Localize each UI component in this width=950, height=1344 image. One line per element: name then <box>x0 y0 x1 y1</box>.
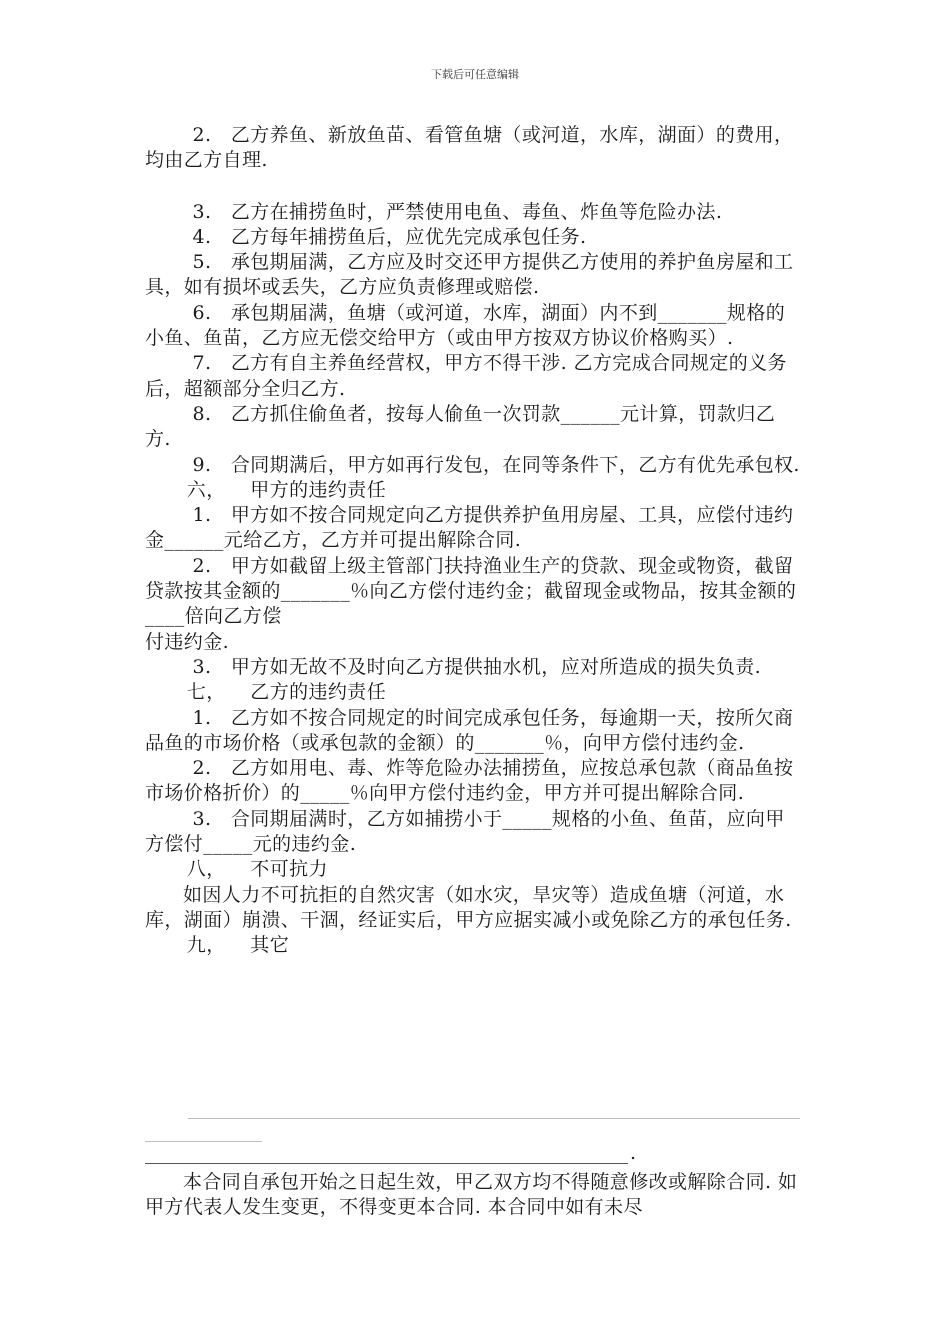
section-8-heading <box>145 857 800 882</box>
section-8-body: 如因人力不可抗拒的自然灾害（如水灾，旱灾等）造成鱼塘（河道，水库，湖面）崩溃、干涸，经证实后，甲方应据实减小或免除乙方的承包任务. <box>145 883 792 931</box>
section-title: 其它 <box>250 934 290 957</box>
line-end-dot: . <box>630 1142 637 1164</box>
clause-5-3: 3. 乙方在捕捞鱼时，严禁使用电鱼、毒鱼、炸鱼等危险办法. <box>192 200 723 223</box>
clause-5-2: 2. 乙方养鱼、新放鱼苗、看管鱼塘（或河道，水库，湖面）的费用，均由乙方自理. <box>145 124 794 172</box>
section-number: 八， <box>186 858 226 881</box>
clause-7-3: 3. 合同期届满时，乙方如捕捞小于_____规格的小鱼、鱼苗，应向甲方偿付_____元的违约金. <box>145 807 785 856</box>
clause-5-4: 4. 乙方每年捕捞鱼后，应优先完成承包任务. <box>192 225 587 248</box>
clause-6-2-continued: 付违约金. <box>145 630 230 653</box>
clause-5-5: 5. 承包期届满，乙方应及时交还甲方提供乙方使用的养护鱼房屋和工具，如有损坏或丢失，乙方应负责修理或赔偿. <box>145 251 794 299</box>
section-title: 甲方的违约责任 <box>250 478 387 501</box>
section-number: 六， <box>186 478 226 501</box>
section-7-heading <box>145 680 800 705</box>
clause-6-2: 2. 甲方如截留上级主管部门扶持渔业生产的贷款、现金或物资，截留贷款按其金额的_______％向乙方偿付违约金；截留现金或物品，按其金额的____倍向乙方偿 <box>145 554 797 628</box>
fill-in-line <box>145 1141 262 1142</box>
page-header: 下载后可任意编辑 <box>431 68 519 81</box>
clause-5-7: 7. 乙方有自主养鱼经营权，甲方不得干涉. 乙方完成合同规定的义务后，超额部分全归乙方. <box>145 352 787 400</box>
clause-5-8: 8. 乙方抓住偷鱼者，按每人偷鱼一次罚款______元计算，罚款归乙方. <box>145 402 776 451</box>
section-title: 乙方的违约责任 <box>250 681 387 704</box>
clause-7-1: 1. 乙方如不按合同规定的时间完成承包任务，每逾期一天，按所欠商品鱼的市场价格（或承包款的金额）的_______％，向甲方偿付违约金. <box>145 706 794 754</box>
document-body <box>145 123 800 959</box>
clause-5-9: 9. 合同期满后，甲方如再行发包，在同等条件下，乙方有优先承包权. <box>192 453 800 476</box>
clause-7-2: 2. 乙方如用电、毒、炸等危险办法捕捞鱼，应按总承包款（商品鱼按市场价格折价）的_____％向甲方偿付违约金，甲方并可提出解除合同. <box>145 757 794 805</box>
section-9-heading <box>145 933 800 958</box>
clause-6-1: 1. 甲方如不按合同规定向乙方提供养护鱼用房屋、工具，应偿付违约金______元给乙方，乙方并可提出解除合同. <box>145 504 794 552</box>
section-number: 七， <box>186 681 226 704</box>
section-6-heading <box>145 478 800 503</box>
fill-in-line <box>188 1118 800 1119</box>
section-number: 九， <box>186 934 226 957</box>
final-paragraph-block <box>145 1170 800 1221</box>
clause-5-6: 6. 承包期届满，鱼塘（或河道，水库，湖面）内不到_______规格的小鱼、鱼苗，乙方应无偿交给甲方（或由甲方按双方协议价格购买）. <box>145 301 786 350</box>
effective-clause: 本合同自承包开始之日起生效，甲乙双方均不得随意修改或解除合同. 如甲方代表人发生变更，不得变更本合同. 本合同中如有未尽 <box>145 1171 798 1219</box>
fill-in-line <box>145 1163 628 1164</box>
section-title: 不可抗力 <box>250 858 328 881</box>
spacer <box>145 174 800 200</box>
clause-6-3: 3. 甲方如无故不及时向乙方提供抽水机，应对所造成的损失负责. <box>192 655 762 678</box>
